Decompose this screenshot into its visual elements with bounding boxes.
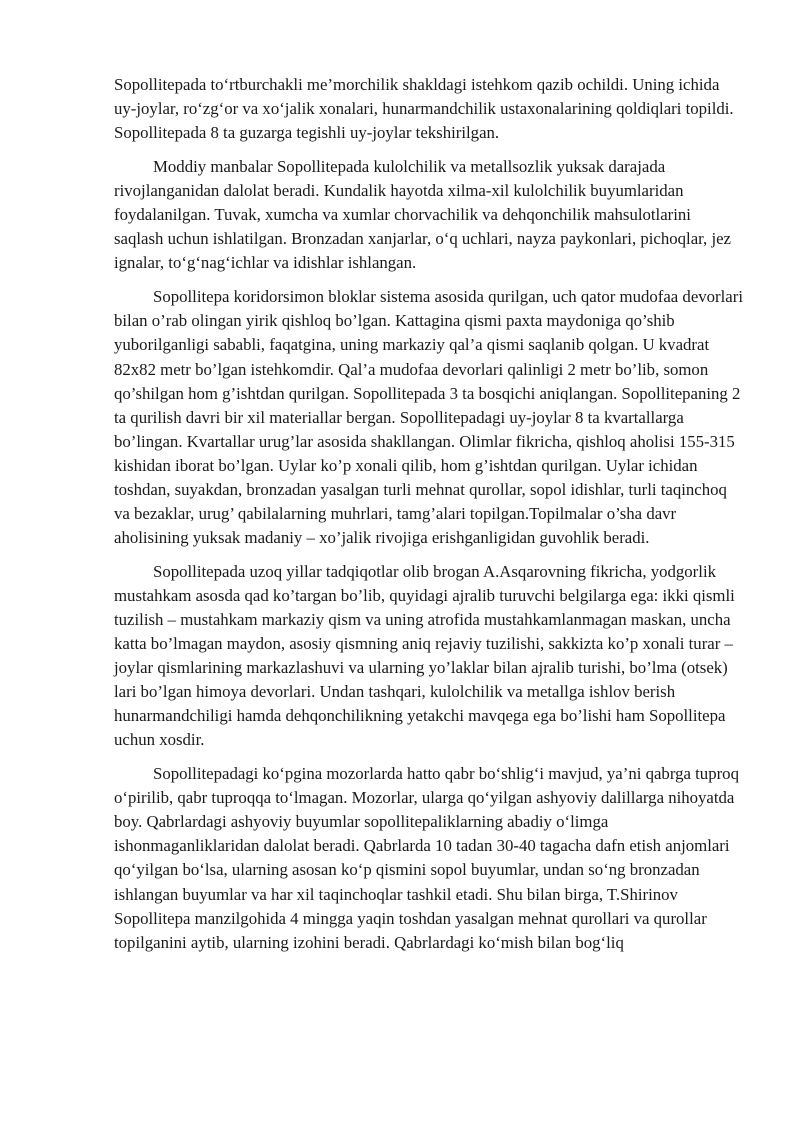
paragraph-3: Sopollitepa koridorsimon bloklar sistema asosida qurilgan, uch qator mudofaa devorlari bilan o’rab olingan yirik qishloq bo’lgan. Kattagina qismi paxta maydoniga qo’shib yuborilganligi sababli, faqatgina, uning markaziy qal’a qismi saqlanib qolgan. U kvadrat 82x82 metr bo’lgan istehkomdir. Qal’a mudofaa devorlari qalinligi 2 metr bo’lib, somon qo’shilgan hom g’ishtdan qurilgan. Sopollitepada 3 ta bosqichi aniqlangan. Sopollitepaning 2 ta qurilish davri bir xil materiallar bergan. Sopollitepadagi uy-joylar 8 ta kvartallarga bo’lingan. Kvartallar urug’lar asosida shakllangan. Olimlar fikricha, qishloq aholisi 155-315 kishidan iborat bo’lgan. Uylar ko’p xonali qilib, hom g’ishtdan qurilgan. Uylar ichidan toshdan, suyakdan, bronzadan yasalgan turli mehnat qurollar, sopol idishlar, turli taqinchoq va bezaklar, urug’ qabilalarning muhrlari, tamg’alari topilgan.Topilmalar o’sha davr aholisining yuksak madaniy – xo’jalik rivojiga erishganligidan guvohlik beradi. — [114, 287, 744, 547]
paragraph-4: Sopollitepada uzoq yillar tadqiqotlar olib brogan A.Asqarovning fikricha, yodgorlik mustahkam asosda qad ko’targan bo’lib, quyidagi ajralib turuvchi belgilarga ega: ikki qismli tuzilish – mustahkam markaziy qism va uning atrofida mustahkamlanmagan maskan, uncha katta bo’lmagan maydon, asosiy qismning aniq rejaviy tuzilishi, sakkizta ko’p xonali turar – joylar qismlarining markazlashuvi va ularning yo’laklar bilan ajralib turishi, bo’lma (otsek) lari bo’lgan himoya devorlari. Undan tashqari, kulolchilik va metallga ishlov berish hunarmandchiligi hamda dehqonchilikning yetakchi mavqega ega bo’lishi ham Sopollitepa uchun xosdir. — [114, 561, 735, 750]
document-page — [114, 73, 744, 965]
paragraph-1: Sopollitepada to‘rtburchakli me’morchilik shakldagi istehkom qazib ochildi. Uning ichida uy-joylar, ro‘zg‘or va xo‘jalik xonalari, hunarmandchilik ustaxonalarining qoldiqlari topildi. Sopollitepada 8 ta guzarga tegishli uy-joylar tekshirilgan. — [114, 75, 734, 143]
paragraph-2: Moddiy manbalar Sopollitepada kulolchilik va metallsozlik yuksak darajada rivojlanganidan dalolat beradi. Kundalik hayotda xilma-xil kulolchilik buyumlaridan foydalanilgan. Tuvak, xumcha va xumlar chorvachilik va dehqonchilik mahsulotlarini saqlash uchun ishlatilgan. Bronzadan xanjarlar, o‘q uchlari, nayza paykonlari, pichoqlar, jez ignalar, to‘g‘nag‘ichlar va idishlar ishlangan. — [114, 157, 732, 273]
paragraph-5: Sopollitepadagi ko‘pgina mozorlarda hatto qabr bo‘shlig‘i mavjud, ya’ni qabrga tuproq o‘pirilib, qabr tuproqqa to‘lmagan. Mozorlar, ularga qo‘yilgan ashyoviy dalillarga nihoyatda boy. Qabrlardagi ashyoviy buyumlar sopollitepaliklarning abadiy o‘limga ishonmaganliklaridan dalolat beradi. Qabrlarda 10 tadan 30-40 tagacha dafn etish anjomlari qo‘yilgan bo‘lsa, ularning asosan ko‘p qismini sopol buyumlar, undan so‘ng bronzadan ishlangan buyumlar va har xil taqinchoqlar tashkil etadi. Shu bilan birga, T.Shirinov Sopollitepa manzilgohida 4 mingga yaqin toshdan yasalgan mehnat qurollari va qurollar topilganini aytib, ularning izohini beradi. Qabrlardagi ko‘mish bilan bog‘liq — [114, 764, 739, 952]
